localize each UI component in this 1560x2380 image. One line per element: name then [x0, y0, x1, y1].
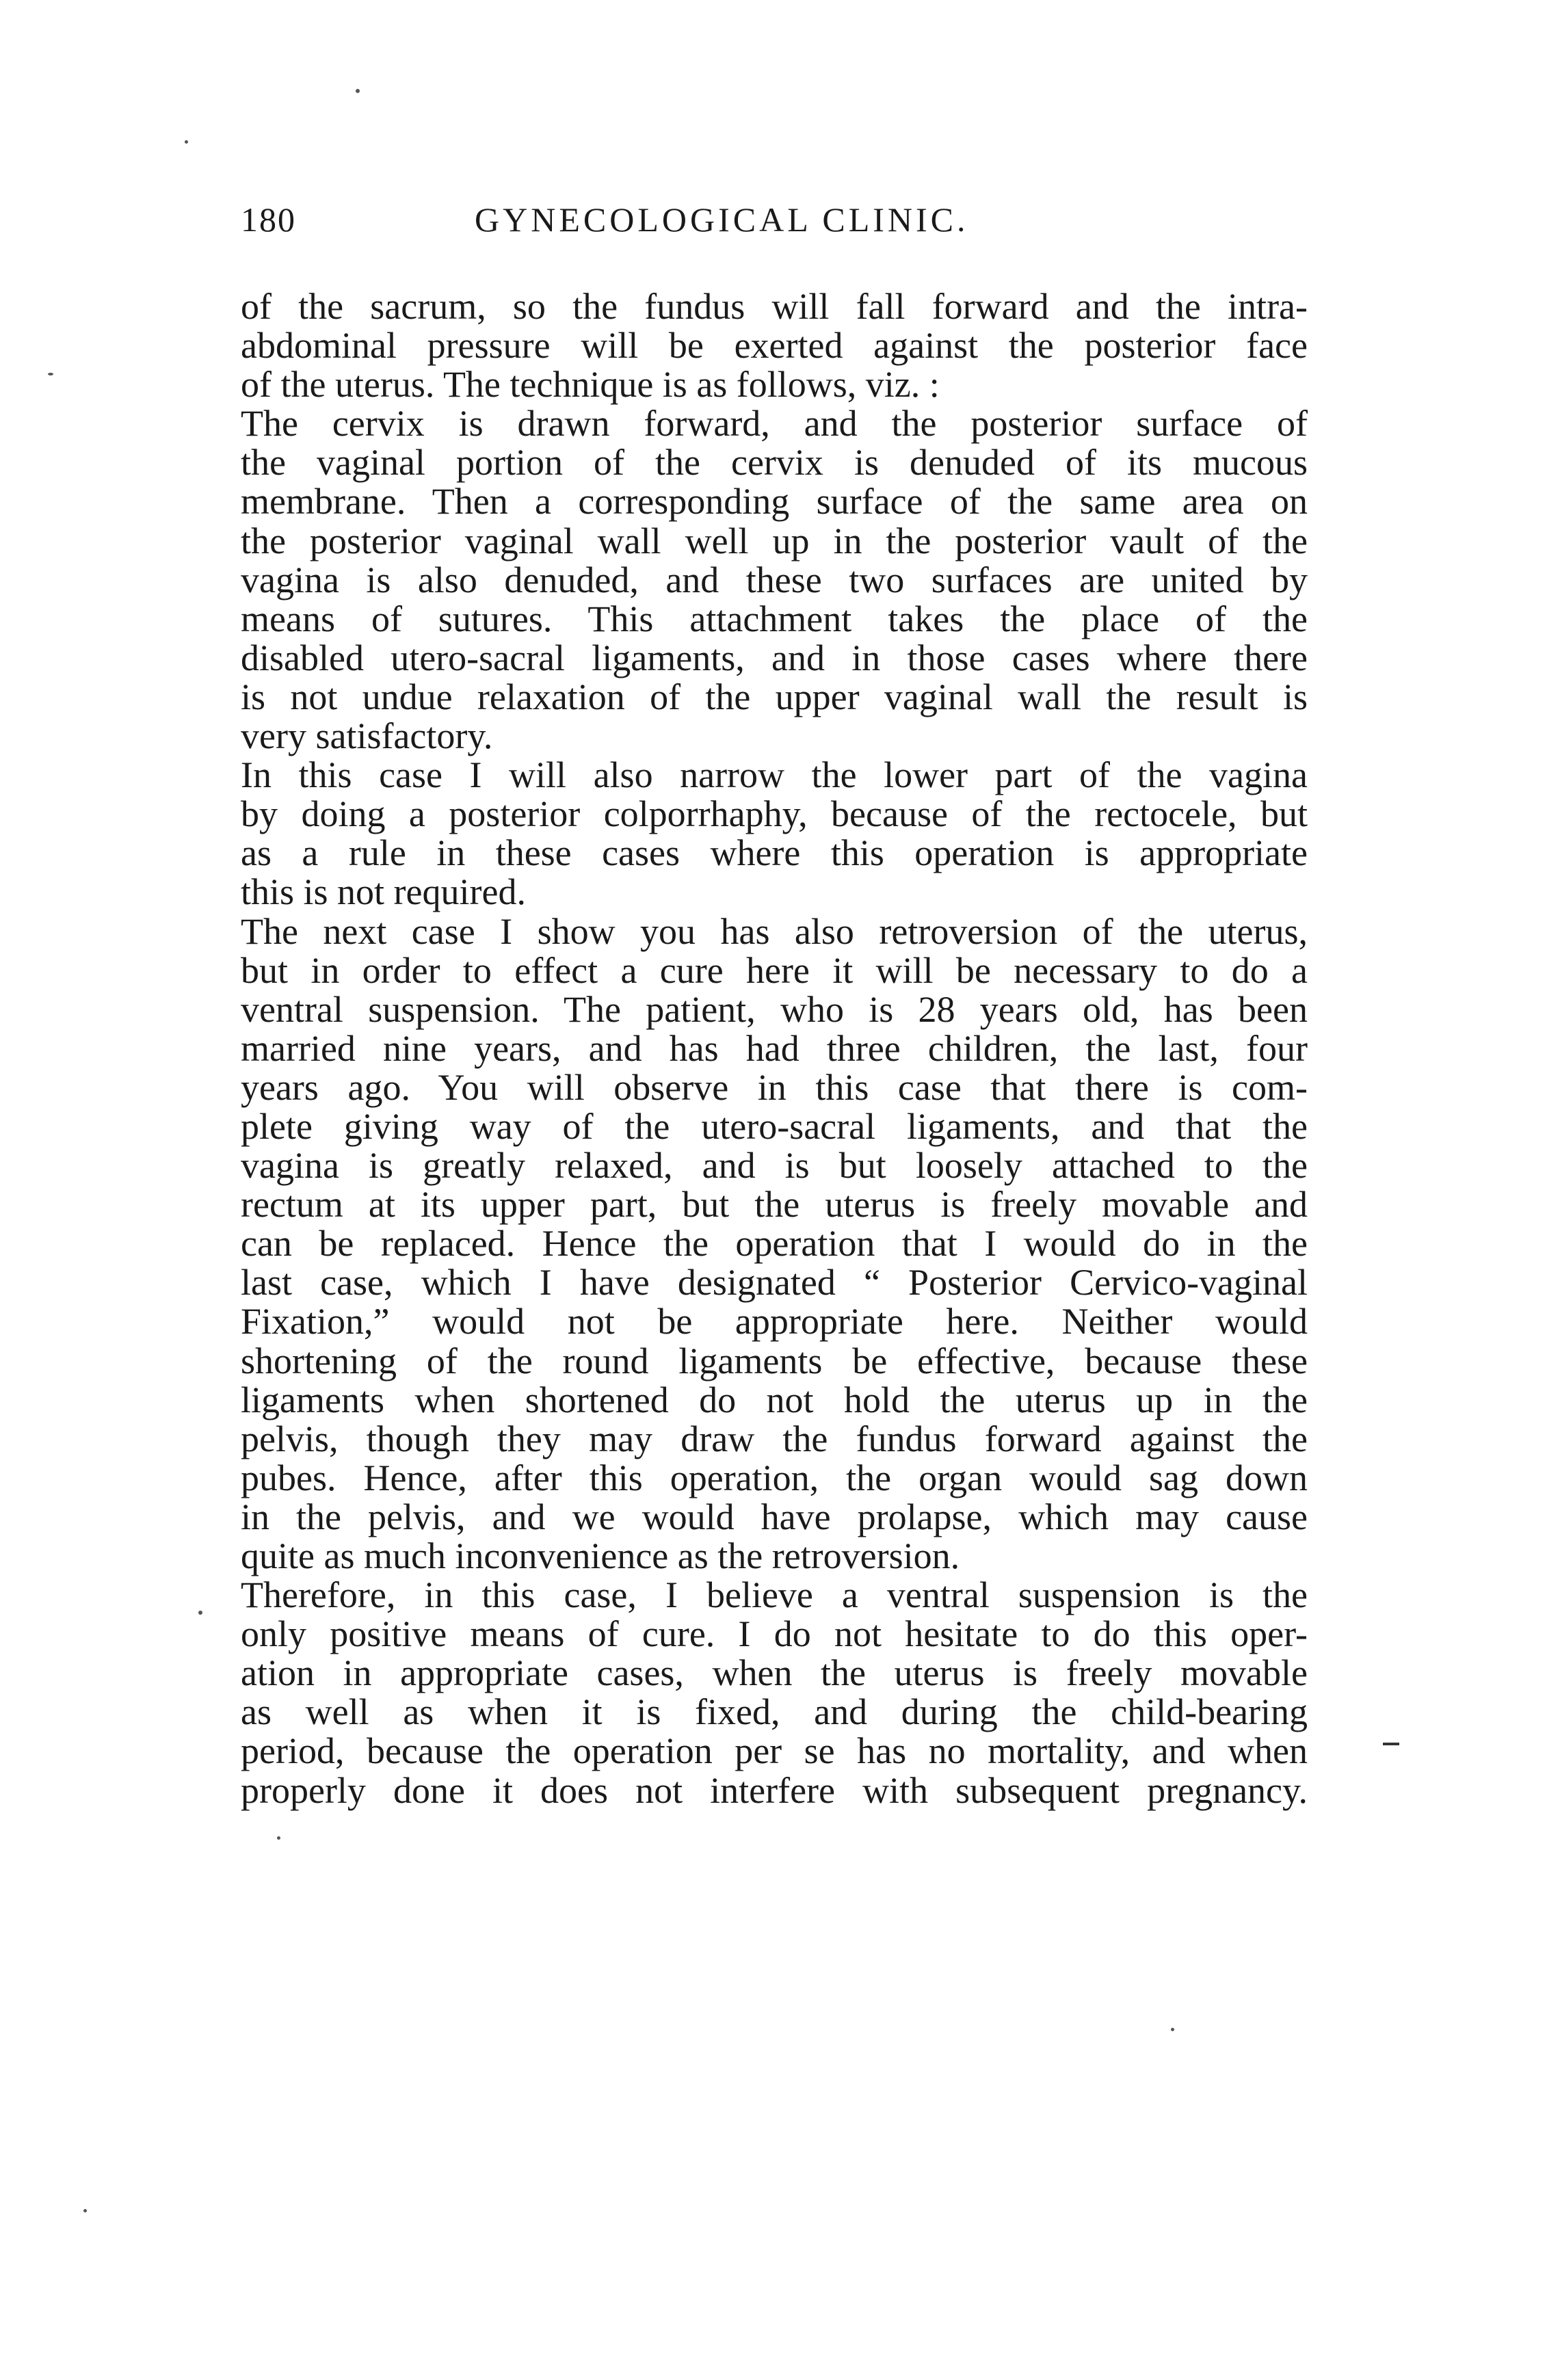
- scan-speck: [198, 1611, 202, 1615]
- text-line: last case, which I have designated “ Posterior Cervico-vaginal: [241, 1262, 1308, 1304]
- text-line: rectum at its upper part, but the uterus is freely movable and: [241, 1184, 1308, 1226]
- text-line: Therefore, in this case, I believe a ventral suspension is the: [241, 1574, 1308, 1616]
- text-line: The cervix is drawn forward, and the posterior surface of: [241, 403, 1308, 445]
- text-line: years ago. You will observe in this case that there is com-: [241, 1066, 1308, 1108]
- text-line: is not undue relaxation of the upper vaginal wall the result is: [241, 676, 1308, 717]
- text-line: of the uterus. The technique is as follows, viz. :: [241, 364, 940, 406]
- text-line: quite as much inconvenience as the retroversion.: [241, 1535, 960, 1576]
- text-line: membrane. Then a corresponding surface of the same area on: [241, 481, 1308, 523]
- page-number: 180: [241, 200, 296, 239]
- text-line: of the sacrum, so the fundus will fall forward and the intra-: [241, 286, 1308, 327]
- text-line: disabled utero-sacral ligaments, and in those cases where there: [241, 637, 1308, 678]
- text-line: but in order to effect a cure here it will be necessary to do a: [241, 949, 1308, 991]
- text-line: ation in appropriate cases, when the uterus is freely movable: [241, 1652, 1308, 1694]
- page-header: [241, 200, 1308, 248]
- text-line: ventral suspension. The patient, who is 28 years old, has been: [241, 988, 1308, 1030]
- text-line: plete giving way of the utero-sacral ligaments, and that the: [241, 1105, 1308, 1147]
- text-line: in the pelvis, and we would have prolapse, which may cause: [241, 1496, 1308, 1537]
- text-line: vagina is also denuded, and these two surfaces are united by: [241, 559, 1308, 600]
- scan-speck: [83, 2209, 87, 2212]
- text-line: vagina is greatly relaxed, and is but loosely attached to the: [241, 1145, 1308, 1187]
- text-line: this is not required.: [241, 871, 526, 913]
- text-line: ligaments when shortened do not hold the uterus up in the: [241, 1379, 1308, 1420]
- scan-speck: [1171, 2028, 1174, 2031]
- text-line: period, because the operation per se has no mortality, and when: [241, 1730, 1308, 1772]
- text-line: very satisfactory.: [241, 715, 493, 757]
- body-text: [241, 287, 1308, 1810]
- running-head: GYNECOLOGICAL CLINIC.: [475, 200, 969, 239]
- text-line: as a rule in these cases where this operation is appropriate: [241, 832, 1308, 874]
- text-line: the posterior vaginal wall well up in the posterior vault of the: [241, 520, 1308, 561]
- text-line: The next case I show you has also retroversion of the uterus,: [241, 910, 1308, 952]
- scan-speck: [185, 140, 188, 144]
- scan-speck: [48, 373, 53, 375]
- text-line: abdominal pressure will be exerted against the posterior face: [241, 325, 1308, 367]
- text-line: pelvis, though they may draw the fundus forward against the: [241, 1418, 1308, 1459]
- text-line: only positive means of cure. I do not hesitate to do this oper-: [241, 1613, 1308, 1655]
- text-line: as well as when it is fixed, and during the child-bearing: [241, 1691, 1308, 1733]
- margin-dash-mark: [1383, 1743, 1399, 1745]
- text-line: means of sutures. This attachment takes the place of the: [241, 598, 1308, 639]
- text-line: pubes. Hence, after this operation, the organ would sag down: [241, 1457, 1308, 1498]
- text-line: the vaginal portion of the cervix is denuded of its mucous: [241, 442, 1308, 484]
- text-line: can be replaced. Hence the operation that I would do in the: [241, 1223, 1308, 1265]
- text-line: Fixation,” would not be appropriate here. Neither would: [241, 1301, 1308, 1343]
- scan-speck: [356, 89, 360, 93]
- text-line: married nine years, and has had three children, the last, four: [241, 1027, 1308, 1069]
- scan-speck: [277, 1836, 280, 1840]
- text-line: In this case I will also narrow the lower part of the vagina: [241, 754, 1308, 796]
- text-line: properly done it does not interfere with subsequent pregnancy.: [241, 1769, 1308, 1811]
- text-line: shortening of the round ligaments be effective, because these: [241, 1340, 1308, 1381]
- text-line: by doing a posterior colporrhaphy, because of the rectocele, but: [241, 793, 1308, 835]
